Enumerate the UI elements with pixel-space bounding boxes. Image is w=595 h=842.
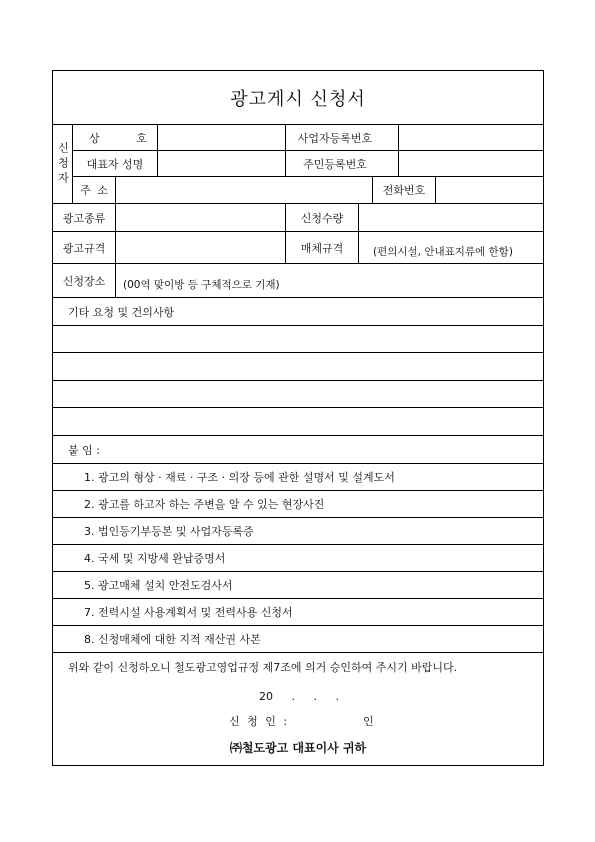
trade-name-label: 상 호: [89, 131, 147, 145]
quantity-field[interactable]: [359, 204, 543, 232]
business-reg-no-label-cell: [286, 125, 399, 151]
phone-label: 전화번호: [382, 184, 426, 197]
attachment-item-text: 7. 전력시설 사용계획서 및 전력사용 신청서: [84, 606, 293, 619]
location-label-cell: [53, 264, 116, 298]
trade-name-field[interactable]: [158, 125, 286, 151]
attachment-item-text: 4. 국세 및 지방세 완납증명서: [84, 552, 226, 565]
attachments-label: 붙 임 :: [68, 443, 100, 457]
media-size-label-cell: [286, 232, 359, 264]
ad-size-label-cell: [53, 232, 116, 264]
request-line-2[interactable]: [53, 353, 543, 381]
attachment-item: [53, 626, 543, 653]
title-cell: [53, 71, 543, 125]
attachment-item: [53, 464, 543, 491]
resident-reg-no-label: 주민등록번호: [303, 157, 367, 171]
location-label: 신청장소: [62, 274, 106, 288]
form-title: 광고게시 신청서: [230, 88, 366, 110]
media-size-field[interactable]: [359, 232, 543, 264]
location-note: (00역 맞이방 등 구체적으로 기재): [123, 279, 280, 291]
attachment-item-text: 1. 광고의 형상 · 재료 · 구조 · 의장 등에 관한 설명서 및 설계도서: [84, 471, 395, 484]
seal-mark: 인: [363, 715, 374, 728]
requests-label-cell: [53, 298, 543, 326]
applicant-section-cell: [53, 125, 73, 204]
phone-field[interactable]: [436, 177, 543, 204]
quantity-label: 신청수량: [300, 211, 344, 225]
resident-reg-no-label-cell: [286, 151, 399, 177]
closing-section: [53, 653, 543, 765]
location-field[interactable]: [116, 264, 543, 298]
date-line: 20 . . .: [259, 690, 339, 703]
representative-label: 대표자 성명: [86, 157, 144, 171]
requests-label: 기타 요청 및 건의사항: [68, 305, 175, 319]
resident-reg-no-field[interactable]: [399, 151, 543, 177]
ad-type-label-cell: [53, 204, 116, 232]
business-reg-no-field[interactable]: [399, 125, 543, 151]
request-line-4[interactable]: [53, 408, 543, 436]
attachment-item: [53, 599, 543, 626]
trade-name-label-cell: [73, 125, 158, 151]
address-label-cell: [73, 177, 116, 204]
request-line-3[interactable]: [53, 381, 543, 408]
attachment-item-text: 2. 광고를 하고자 하는 주변을 알 수 있는 현장사진: [84, 498, 325, 511]
applicant-section-label: 신청자: [56, 141, 70, 187]
quantity-label-cell: [286, 204, 359, 232]
representative-label-cell: [73, 151, 158, 177]
attachment-item: [53, 518, 543, 545]
ad-size-field[interactable]: [116, 232, 286, 264]
addressee: ㈜철도광고 대표이사 귀하: [229, 741, 367, 755]
ad-type-label: 광고종류: [62, 211, 106, 225]
application-form: [52, 70, 544, 766]
attachment-item-text: 5. 광고매체 설치 안전도검사서: [84, 579, 233, 592]
ad-size-label: 광고규격: [62, 241, 106, 255]
attachment-item: [53, 491, 543, 518]
business-reg-no-label: 사업자등록번호: [297, 131, 373, 145]
phone-label-cell: [373, 177, 436, 204]
applicant-sign-label: 신 청 인 :: [229, 715, 288, 728]
attachment-item-text: 8. 신청매체에 대한 지적 재산권 사본: [84, 633, 261, 646]
attachment-item-text: 3. 법인등기부등본 및 사업자등록증: [84, 525, 254, 538]
ad-type-field[interactable]: [116, 204, 286, 232]
attachment-item: [53, 545, 543, 572]
attachments-label-cell: [53, 436, 543, 464]
media-size-note: (편의시설, 안내표지류에 한함): [373, 246, 513, 258]
address-field[interactable]: [116, 177, 373, 204]
request-line-1[interactable]: [53, 326, 543, 353]
attachment-item: [53, 572, 543, 599]
media-size-label: 매체규격: [300, 241, 344, 255]
representative-name-field[interactable]: [158, 151, 286, 177]
declaration-text: 위와 같이 신청하오니 철도광고영업규정 제7조에 의거 승인하여 주시기 바랍니다.: [68, 661, 458, 674]
address-label: 주 소: [80, 184, 108, 197]
